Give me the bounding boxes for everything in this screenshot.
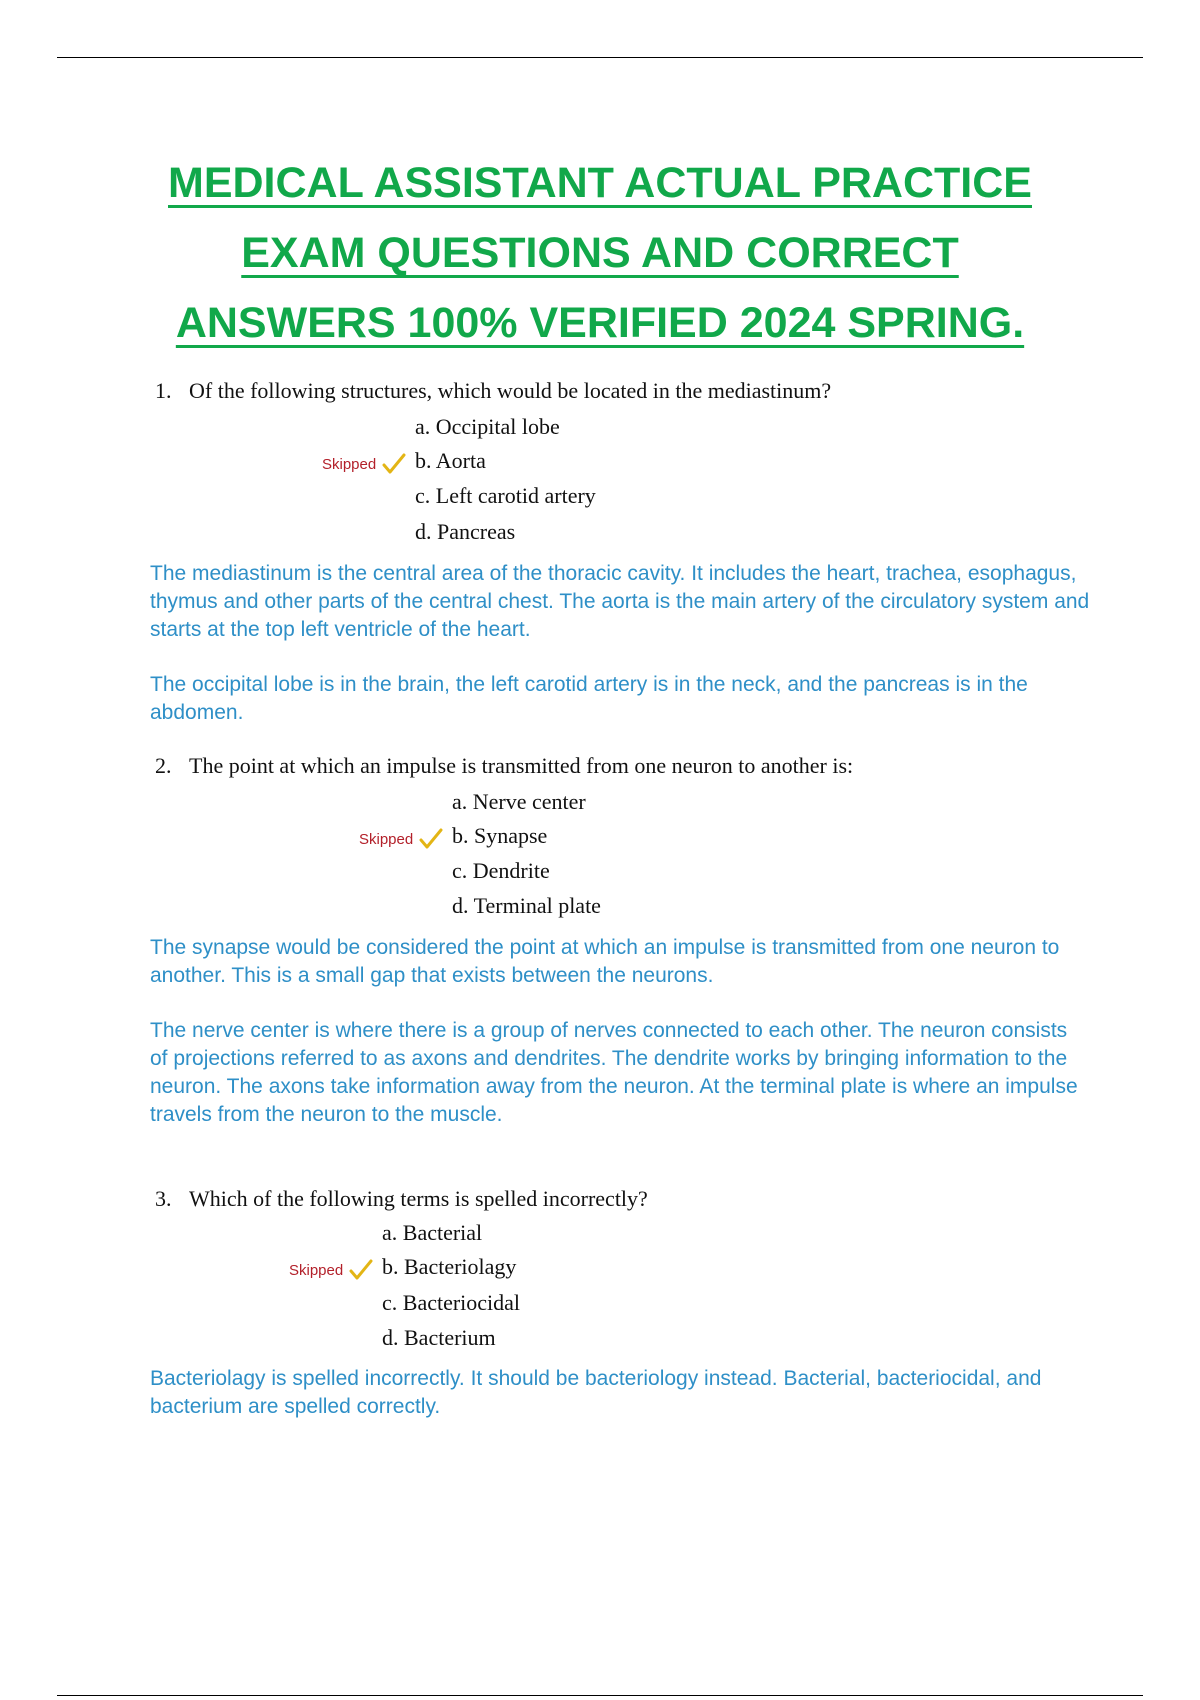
explanation-1b: The occipital lobe is in the brain, the left carotid artery is in the neck, and the pancreas is in the abdomen.: [150, 673, 1028, 724]
answer-marker: [322, 450, 406, 478]
question-number: 1.: [155, 378, 172, 403]
question-2: [155, 753, 853, 779]
skipped-label: Skipped: [322, 455, 377, 473]
question-text: Of the following structures, which would be located in the mediastinum?: [189, 378, 832, 403]
question-text: The point at which an impulse is transmitted from one neuron to another is:: [189, 753, 854, 778]
explanation-1a: The mediastinum is the central area of the thoracic cavity. It includes the heart, trachea, esophagus, thymus and other parts of the central chest. The aorta is the main artery of the circulatory system and starts at the top left ventricle of the heart.: [150, 562, 1090, 641]
skipped-label: Skipped: [359, 830, 414, 848]
checkmark-icon: [349, 1258, 373, 1282]
checkmark-icon: [382, 452, 406, 476]
option-2d: d. Terminal plate: [452, 893, 601, 918]
option-1d: d. Pancreas: [415, 519, 516, 544]
top-rule: [57, 57, 1143, 58]
document-title: [0, 148, 1200, 358]
question-3: [155, 1186, 648, 1212]
bottom-rule: [57, 1695, 1143, 1696]
option-3d: d. Bacterium: [382, 1325, 496, 1350]
checkmark-icon: [419, 827, 443, 851]
answer-marker: [359, 825, 443, 853]
option-1c: c. Left carotid artery: [415, 483, 596, 508]
question-number: 2.: [155, 753, 172, 778]
question-number: 3.: [155, 1186, 172, 1211]
option-1a: a. Occipital lobe: [415, 414, 560, 439]
skipped-label: Skipped: [289, 1261, 344, 1279]
option-2a: a. Nerve center: [452, 789, 586, 814]
explanation-2b: The nerve center is where there is a group of nerves connected to each other. The neuron consists of projections referred to as axons and dendrites. The dendrite works by bringing information to the neuron. The axons take information away from the neuron. At the terminal plate is where an impulse travels from the neuron to the muscle.: [150, 1019, 1078, 1126]
option-2c: c. Dendrite: [452, 858, 550, 883]
option-3c: c. Bacteriocidal: [382, 1290, 521, 1315]
option-3a: a. Bacterial: [382, 1220, 483, 1245]
question-1: [155, 378, 831, 404]
answer-marker: [289, 1256, 373, 1284]
title-line-2: EXAM QUESTIONS AND CORRECT: [241, 229, 959, 277]
option-3b: b. Bacteriolagy: [382, 1254, 517, 1279]
title-line-3: ANSWERS 100% VERIFIED 2024 SPRING.: [175, 299, 1025, 347]
explanation-3a: Bacteriolagy is spelled incorrectly. It should be bacteriology instead. Bacterial, bacteriocidal, and bacterium are spelled correctly.: [150, 1367, 1042, 1418]
explanation-2a: The synapse would be considered the point at which an impulse is transmitted from one neuron to another. This is a small gap that exists between the neurons.: [150, 936, 1060, 987]
question-text: Which of the following terms is spelled incorrectly?: [189, 1186, 648, 1211]
title-line-1: MEDICAL ASSISTANT ACTUAL PRACTICE: [168, 159, 1032, 207]
option-1b: b. Aorta: [415, 448, 486, 473]
option-2b: b. Synapse: [452, 823, 548, 848]
